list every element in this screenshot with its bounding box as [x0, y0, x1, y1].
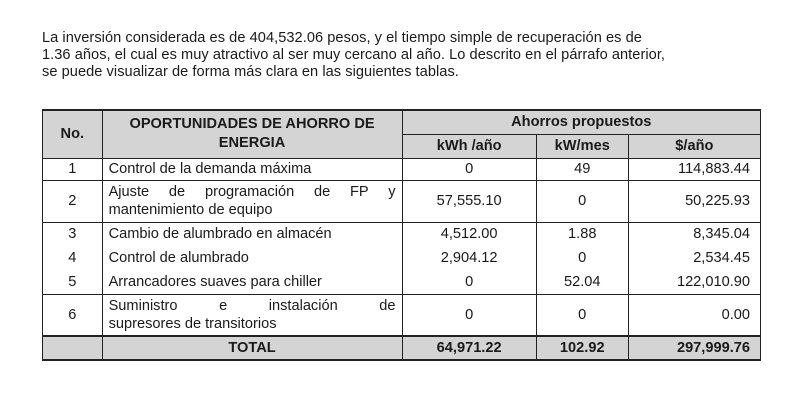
paragraph-line: 1.36 años, el cual es muy atractivo al ser muy cercano al año. Lo descrito en el párrafo anterior,	[42, 47, 666, 63]
row-money: 122,010.90	[628, 270, 760, 294]
total-no-cell	[43, 336, 103, 360]
row-kwm: 0	[536, 294, 628, 336]
row-no: 5	[43, 270, 103, 294]
row-desc	[102, 294, 402, 336]
row-kwh: 4,512.00	[402, 222, 536, 246]
row-kwm: 0	[536, 180, 628, 222]
row-money: 114,883.44	[628, 158, 760, 180]
row-no: 4	[43, 246, 103, 270]
row-kwm: 52.04	[536, 270, 628, 294]
header-opportunity-line1: OPORTUNIDADES DE AHORRO DE	[129, 116, 375, 133]
row-desc: Arrancadores suaves para chiller	[102, 270, 402, 294]
table-row	[43, 294, 761, 336]
row-desc-line: Suministro e instalación de	[108, 297, 396, 314]
row-kwh: 2,904.12	[402, 246, 536, 270]
row-kwm: 0	[536, 246, 628, 270]
row-money: 2,534.45	[628, 246, 760, 270]
row-kwm: 1.88	[536, 222, 628, 246]
table-row	[43, 222, 761, 246]
total-row	[43, 336, 761, 360]
row-no: 2	[43, 180, 103, 222]
row-desc: Control de alumbrado	[102, 246, 402, 270]
header-opportunity-line2: ENERGIA	[218, 135, 286, 152]
row-desc: Control de la demanda máxima	[102, 158, 402, 180]
row-kwh: 0	[402, 158, 536, 180]
row-kwh: 0	[402, 270, 536, 294]
row-money: 0.00	[628, 294, 760, 336]
total-kwh: 64,971.22	[402, 336, 536, 360]
row-money: 50,225.93	[628, 180, 760, 222]
row-desc-line: mantenimiento de equipo	[108, 202, 273, 218]
table-row	[43, 180, 761, 222]
row-no: 3	[43, 222, 103, 246]
row-kwm: 49	[536, 158, 628, 180]
table-row	[43, 246, 761, 270]
total-kwm: 102.92	[536, 336, 628, 360]
header-kwh: kWh /año	[402, 134, 536, 158]
intro-paragraph	[42, 30, 762, 81]
row-desc-line: supresores de transitorios	[108, 315, 277, 332]
header-kwm: kW/mes	[536, 134, 628, 158]
paragraph-line: La inversión considerada es de 404,532.06 pesos, y el tiempo simple de recuperación es de	[42, 30, 642, 46]
row-no: 6	[43, 294, 103, 336]
row-kwh: 57,555.10	[402, 180, 536, 222]
header-opportunity	[102, 110, 402, 158]
header-group-savings: Ahorros propuestos	[402, 110, 761, 134]
row-desc-line: Ajuste de programación de FP y	[108, 184, 396, 200]
total-label: TOTAL	[102, 336, 402, 360]
header-money: $/año	[628, 134, 760, 158]
table-row	[43, 270, 761, 294]
paragraph-line: se puede visualizar de forma más clara en las siguientes tablas.	[42, 64, 459, 80]
table-row	[43, 158, 761, 180]
total-money: 297,999.76	[628, 336, 760, 360]
header-no: No.	[43, 110, 103, 158]
row-no: 1	[43, 158, 103, 180]
row-desc: Cambio de alumbrado en almacén	[102, 222, 402, 246]
row-kwh: 0	[402, 294, 536, 336]
energy-savings-table	[42, 109, 761, 361]
row-desc	[102, 180, 402, 222]
row-money: 8,345.04	[628, 222, 760, 246]
